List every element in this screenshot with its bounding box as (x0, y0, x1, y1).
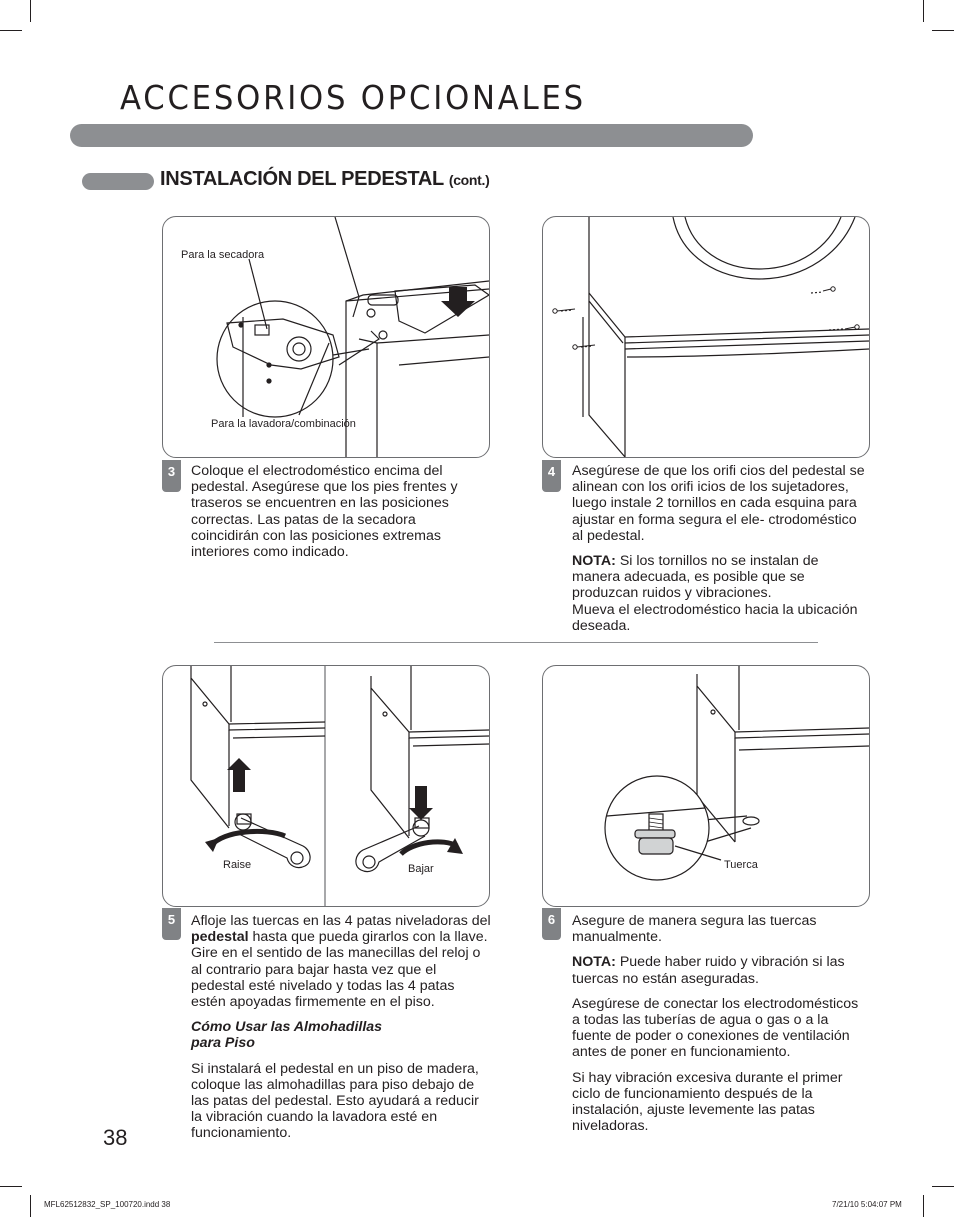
step-number-5: 5 (162, 908, 181, 940)
step-4-note-label: NOTA: (572, 553, 616, 570)
illustration-step-5 (162, 665, 490, 907)
crop-mark (0, 1186, 22, 1187)
step-6-text (572, 913, 872, 1143)
page-title: ACCESORIOS OPCIONALES (120, 78, 586, 117)
step-4-paragraph: Asegúrese de que los orifi cios del pedestal se alinean con los orifi icios de los sujetadores, luego instale 2 tornillos en cada esquina para ajustar en forma segura el ele- ctrodoméstico al pedestal. (572, 463, 865, 544)
step-5-text-after: hasta que pueda girarlos con la llave. Gire en el sentido de las manecillas del reloj o al contrario para bajar hasta vez que el pedestal esté nivelado y todas las 4 patas estén apoyadas firmemente en el piso. (191, 929, 488, 1011)
page-number: 38 (103, 1125, 128, 1150)
crop-mark (30, 0, 31, 22)
step-number-6: 6 (542, 908, 561, 940)
section-pill (82, 173, 154, 190)
label-bajar: Bajar (408, 863, 434, 875)
step-6-note (572, 954, 862, 986)
step-3-text (191, 463, 481, 569)
step-6-note-label: NOTA: (572, 954, 616, 971)
step-6-paragraph: Asegure de manera segura las tuercas manualmente. (572, 913, 817, 946)
section-title-text: INSTALACIÓN DEL PEDESTAL (160, 168, 444, 190)
floor-pads-subhead: Cómo Usar las Almohadillas para Piso (191, 1019, 383, 1052)
header-bar (70, 124, 753, 147)
crop-mark (30, 1195, 31, 1217)
step-5-text (191, 913, 491, 1151)
label-para-la-secadora: Para la secadora (181, 249, 265, 261)
step-4-extra: Mueva el electrodoméstico hacia la ubicación deseada. (572, 601, 858, 634)
crop-mark (0, 30, 22, 31)
step-6-extra-1: Asegúrese de conectar los electrodomésticos a todas las tuberías de agua o gas o a la fuente de poder o conexiones de ventilación antes de poner en funcionamiento. (572, 995, 859, 1061)
footer-timestamp: 7/21/10 5:04:07 PM (832, 1200, 902, 1209)
label-raise: Raise (223, 859, 252, 871)
leveling-legs-drawing (163, 666, 489, 906)
section-title (160, 168, 490, 191)
illustration-step-3 (162, 216, 490, 458)
crop-mark (923, 0, 924, 22)
section-title-suffix: (cont.) (448, 172, 490, 188)
step-5-text-bold: pedestal (191, 929, 249, 946)
crop-mark (923, 1195, 924, 1217)
step-4-text (572, 463, 868, 634)
step-4-note (572, 553, 868, 602)
section-divider (214, 642, 818, 643)
step-5-paragraph (191, 913, 491, 1010)
step-6-extra-2: Si hay vibración excesiva durante el primer ciclo de funcionamiento después de la instalación, ajuste levemente las patas niveladoras. (572, 1069, 843, 1135)
floor-pads-text: Si instalará el pedestal en un piso de madera, coloque las almohadillas para piso debajo de las patas del pedestal. Esto ayudará a reducir la vibración cuando la lavadora esté en funcionamiento. (191, 1060, 479, 1142)
crop-mark (932, 30, 954, 31)
step-6-note-text: Puede haber ruido y vibración si las tuercas no están aseguradas. (572, 954, 845, 987)
step-3-paragraph: Coloque el electrodoméstico encima del pedestal. Asegúrese que los pies frentes y traseros se encuentren en las posiciones correctas. Las patas de la secadora coincidirán con las posiciones extremas interiores como indicado. (191, 463, 458, 561)
illustration-step-4 (542, 216, 870, 458)
label-tuerca: Tuerca (724, 859, 758, 871)
step-5-text-before: Afloje las tuercas en las 4 patas niveladoras del (191, 913, 491, 929)
footer-file-info: MFL62512832_SP_100720.indd 38 (44, 1200, 171, 1209)
label-para-la-lavadora: Para la lavadora/combinación (211, 418, 356, 430)
nut-detail-drawing (543, 666, 869, 906)
step-4-note-text: Si los tornillos no se instalan de manera adecuada, es posible que se produzcan ruidos y vibraciones. (572, 553, 819, 602)
step-number-4: 4 (542, 460, 561, 492)
crop-mark (932, 1186, 954, 1187)
illustration-step-6 (542, 665, 870, 907)
step-number-3: 3 (162, 460, 181, 492)
washer-pedestal-drawing (543, 217, 869, 457)
